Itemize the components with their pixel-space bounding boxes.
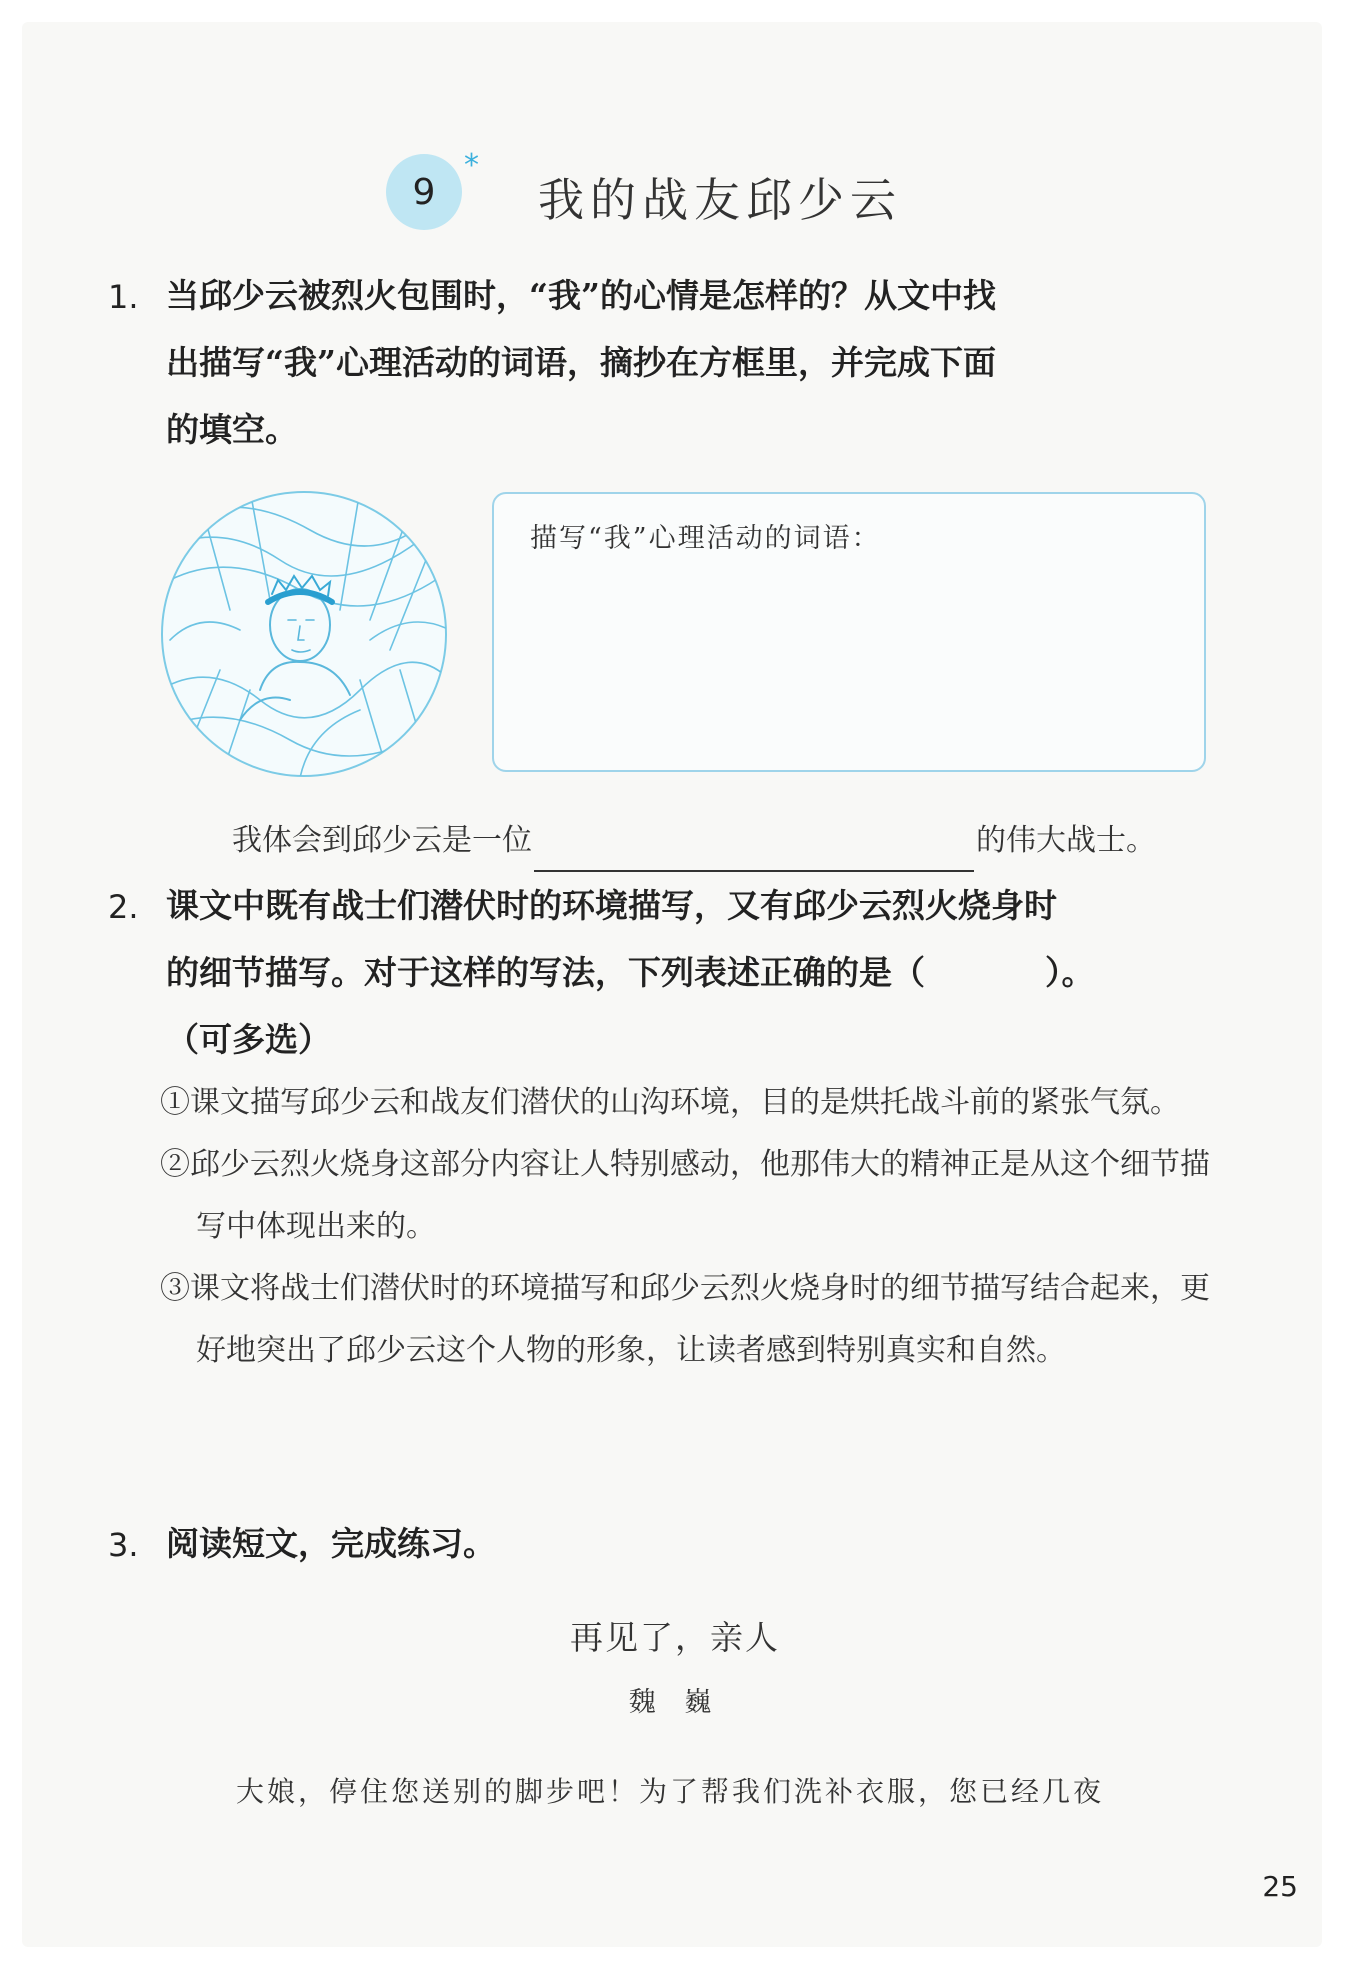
question-1-line-3: 的填空。 — [166, 410, 298, 449]
question-1-line-2: 出描写“我”心理活动的词语，摘抄在方框里，并完成下面 — [166, 343, 996, 382]
lesson-number-badge — [386, 154, 462, 230]
question-2-options — [160, 1072, 1210, 1382]
question-1-fill-sentence — [232, 810, 1156, 872]
question-1-line-1: 当邱少云被烈火包围时，“我”的心情是怎样的？从文中找 — [166, 276, 996, 315]
lesson-title: 我的战友邱少云 — [538, 173, 902, 227]
question-1-number: 1. — [108, 278, 139, 316]
question-3-number: 3. — [108, 1526, 139, 1564]
fill-sentence-start: 我体会到邱少云是一位 — [232, 823, 532, 858]
option-1[interactable]: ①课文描写邱少云和战友们潜伏的山沟环境，目的是烘托战斗前的紧张气氛。 — [160, 1085, 1180, 1120]
question-2-prompt — [166, 872, 1216, 1073]
question-2-line-2 — [166, 939, 1216, 1006]
optional-lesson-star-icon: * — [464, 148, 479, 183]
question-2-line-2-end: ）。 — [1045, 953, 1095, 992]
page-number: 25 — [1262, 1870, 1298, 1903]
reading-paragraph-1: 大娘，停住您送别的脚步吧！为了帮我们洗补衣服，您已经几夜 — [236, 1775, 1105, 1808]
reading-title: 再见了，亲人 — [570, 1618, 780, 1657]
answer-box-mental-words[interactable] — [492, 492, 1206, 772]
question-2-number: 2. — [108, 888, 139, 926]
lesson-number: 9 — [412, 171, 436, 213]
option-2[interactable]: ②邱少云烈火烧身这部分内容让人特别感动，他那伟大的精神正是从这个细节描写中体现出来的。 — [160, 1147, 1210, 1244]
option-3[interactable]: ③课文将战士们潜伏时的环境描写和邱少云烈火烧身时的细节描写结合起来，更好地突出了邱少云这个人物的形象，让读者感到特别真实和自然。 — [160, 1271, 1210, 1368]
question-2-line-1: 课文中既有战士们潜伏时的环境描写，又有邱少云烈火烧身时 — [166, 886, 1057, 925]
question-1-prompt — [166, 262, 1216, 463]
question-3-prompt: 阅读短文，完成练习。 — [166, 1524, 496, 1563]
question-2-line-2-start: 的细节描写。对于这样的写法，下列表述正确的是（ — [166, 953, 925, 992]
question-2-line-3: （可多选） — [166, 1020, 331, 1059]
answer-box-label: 描写“我”心理活动的词语： — [530, 523, 881, 554]
fill-sentence-end: 的伟大战士。 — [976, 823, 1156, 858]
fill-blank[interactable] — [534, 830, 974, 872]
reading-author: 魏 巍 — [628, 1687, 722, 1718]
soldier-illustration — [160, 490, 448, 778]
